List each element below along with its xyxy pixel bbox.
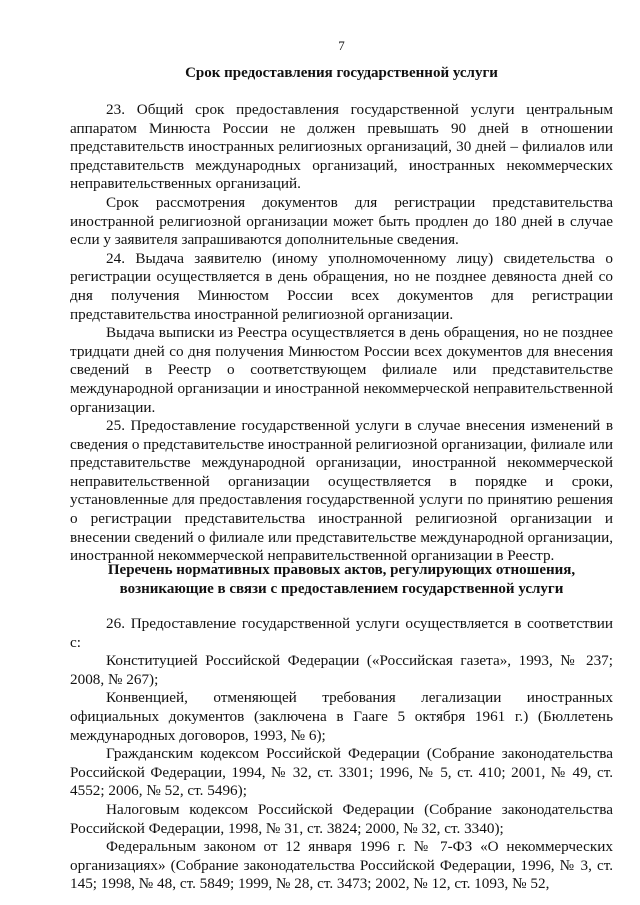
paragraph-constitution: Конституцией Российской Федерации («Российская газета», 1993, № 237; 2008, № 267); xyxy=(70,652,613,688)
section-title: Срок предоставления государственной услуги xyxy=(185,65,498,81)
paragraph-federal-law: Федеральным законом от 12 января 1996 г. № 7-ФЗ «О некоммерческих организациях» (Собрание законодательства Российской Федерации, 1996, № 3, ст. 145; 1998, № 48, ст. 5849; 1999, № 28, ст. 3473; 2002, № 12, ст. 1093, № 52, xyxy=(70,838,613,893)
paragraph-convention: Конвенцией, отменяющей требования легализации иностранных официальных документов (заключена в Гааге 5 октября 1961 г.) (Бюллетень международных договоров, 1993, № 6); xyxy=(70,689,613,744)
paragraph-25: 25. Предоставление государственной услуги в случае внесения изменений в сведения о представительстве иностранной религиозной организации, филиале или представительстве международной организации, иностранной некоммерческой неправительственной организации осуществляется в порядке и сроки, установленные для предоставления государственной услуги по принятию решения о регистрации представительства иностранной религиозной организации и внесении сведений о филиале или представительстве международной организации, иностранной некоммерческой неправительственной организации в Реестр. xyxy=(70,417,613,565)
section-service-term xyxy=(70,64,613,83)
paragraph-24: 24. Выдача заявителю (иному уполномоченному лицу) свидетельства о регистрации осуществляется в день обращения, но не позднее девяноста дней со дня получения Минюстом России всех документов для регистрации представительства иностранной религиозной организации. xyxy=(70,249,613,323)
paragraph-civil-code: Гражданским кодексом Российской Федерации (Собрание законодательства Российской Федерации, 1994, № 32, ст. 3301; 1996, № 5, ст. 410; 2001, № 49, ст. 4552; 2006, № 52, ст. 5496); xyxy=(70,745,613,800)
page-number: 7 xyxy=(338,38,345,53)
section-legal-acts xyxy=(70,561,613,598)
section-legal-acts-body xyxy=(70,615,613,894)
section-title-line1: Перечень нормативных правовых актов, регулирующих отношения, xyxy=(107,562,576,578)
paragraph-registry-extract: Выдача выписки из Реестра осуществляется в день обращения, но не позднее тридцати дней со дня получения Минюстом России всех документов для внесения сведений в Реестр о соответствующем филиале или представительстве международной организации и иностранной некоммерческой неправительственной организации. xyxy=(70,324,613,416)
paragraph-26: 26. Предоставление государственной услуги осуществляется в соответствии с: xyxy=(70,615,613,651)
paragraph-tax-code: Налоговым кодексом Российской Федерации (Собрание законодательства Российской Федерации, 1998, № 31, ст. 3824; 2000, № 32, ст. 3340); xyxy=(70,800,613,837)
paragraph-23: 23. Общий срок предоставления государственной услуги центральным аппаратом Минюста России не должен превышать 90 дней в отношении представительств иностранных религиозных организаций, 30 дней – филиалов или представительств международных организаций, иностранных некоммерческих неправительственных организаций. xyxy=(70,101,613,193)
paragraph-extension: Срок рассмотрения документов для регистрации представительства иностранной религиозной организации может быть продлен до 180 дней в случае если у заявителя запрашиваются дополнительные сведения. xyxy=(70,193,613,249)
section-service-term-body xyxy=(70,101,613,566)
section-title-line2: возникающие в связи с предоставлением государственной услуги xyxy=(119,580,564,597)
